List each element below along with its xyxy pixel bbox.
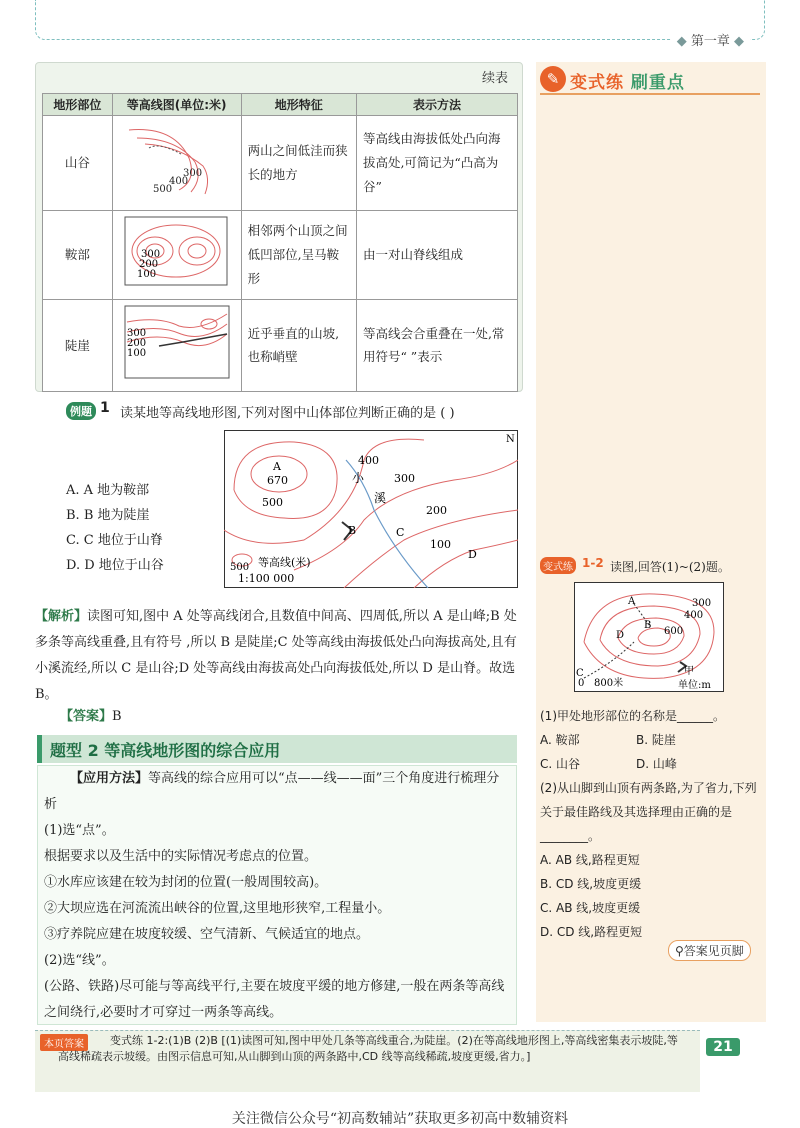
sidebar-title: 变式练 刷重点 xyxy=(570,73,685,93)
feature-cell: 近乎垂直的山坡,也称峭壁 xyxy=(241,299,356,392)
north-label: N xyxy=(506,434,515,445)
q1-options-row1 xyxy=(540,728,760,752)
method-line: ③疗养院应建在坡度较缓、空气清新、气候适宜的地点。 xyxy=(44,927,370,942)
analysis-label: 【解析】 xyxy=(35,609,88,624)
table-row xyxy=(43,210,518,299)
map-label: 800米 xyxy=(594,678,624,689)
map-label: 600 xyxy=(664,626,684,637)
map-label: 溪 xyxy=(374,491,387,505)
scale-label: 1:100 000 xyxy=(238,572,295,585)
q2-option[interactable]: B. CD 线,坡度更缓 xyxy=(540,877,642,891)
map-label: 100 xyxy=(126,347,146,359)
map-label: A xyxy=(628,596,636,607)
map-label: 300 xyxy=(182,168,202,179)
table-panel xyxy=(35,62,523,392)
exercise-contour-map xyxy=(574,582,724,692)
map-label: 100 xyxy=(430,538,451,551)
exercise-questions xyxy=(540,704,760,944)
part-cell: 鞍部 xyxy=(43,210,113,299)
method-intro-line xyxy=(44,766,512,818)
map-label: 单位:m xyxy=(678,680,711,691)
see-answer-link[interactable]: ⚲答案见页脚 xyxy=(668,940,751,961)
method-line: ①水库应该建在较为封闭的位置(一般周围较高)。 xyxy=(44,875,328,890)
map-label: 甲 xyxy=(684,666,694,677)
map-label: 0 xyxy=(578,678,585,689)
map-label: C xyxy=(396,526,405,539)
method-cell: 等高线由海拔低处凸向海拔高处,可简记为“凸高为谷” xyxy=(356,116,517,211)
map-label: 400 xyxy=(168,176,188,187)
table-header-row xyxy=(43,94,518,116)
exercise-number: 1-2 xyxy=(582,556,604,570)
method-content xyxy=(44,766,512,1026)
footer-note: 关注微信公众号“初高数辅站”获取更多初高中数辅资料 xyxy=(231,1111,569,1127)
continued-label: 续表 xyxy=(481,71,508,86)
map-label: 300 xyxy=(126,327,146,339)
example-question: 读某地等高线地形图,下列对图中山体部位判断正确的是 ( ) xyxy=(120,406,455,421)
method-line: (1)选“点”。 xyxy=(44,823,115,838)
option-b[interactable]: B. B 地为陡崖 xyxy=(66,508,150,523)
table-row xyxy=(43,116,518,211)
method-intro: 等高线的综合应用可以“点——线——面”三个角度进行梳理分析 xyxy=(44,771,500,812)
q1-option[interactable]: B. 陡崖 xyxy=(636,733,676,747)
map-label: B xyxy=(644,620,652,631)
analysis-text: 读图可知,图中 A 处等高线闭合,且数值中间高、四周低,所以 A 是山峰;B 处多条等高线重叠,且有符号 ,所以 B 是陡崖;C 处等高线由海拔低处凸向海拔高处,且有小溪流经,所以 C 是山谷;D 处等高线由海拔高处凸向海拔低处,所以 D 是山脊。故选 B。 xyxy=(35,609,517,702)
answer-value: B xyxy=(112,709,122,724)
exercise-badge: 变式练 xyxy=(540,557,576,574)
feature-cell: 相邻两个山顶之间低凹部位,呈马鞍形 xyxy=(241,210,356,299)
analysis xyxy=(35,604,520,708)
answer xyxy=(60,704,122,730)
map-label: D xyxy=(616,630,625,641)
map-label: 100 xyxy=(136,268,156,280)
header-cell: 地形部位 xyxy=(43,94,113,116)
chapter-label: ◆ 第一章 ◆ xyxy=(671,30,750,49)
q1-option[interactable]: C. 山谷 xyxy=(540,757,581,771)
map-label: 300 xyxy=(692,598,712,609)
topic-title: 题型 2 等高线地形图的综合应用 xyxy=(50,741,281,760)
method-cell: 由一对山脊线组成 xyxy=(356,210,517,299)
map-label: B xyxy=(348,524,357,537)
map-label: D xyxy=(468,548,477,561)
exercise-question: 读图,回答(1)~(2)题。 xyxy=(610,560,730,574)
header-cell: 表示方法 xyxy=(356,94,517,116)
sidebar-divider xyxy=(540,93,760,95)
q2-option[interactable]: A. AB 线,路程更短 xyxy=(540,853,640,867)
map-label: C xyxy=(576,668,584,679)
map-label: 200 xyxy=(426,504,447,517)
map-label: 500 xyxy=(152,184,172,195)
method-line: (2)选“线”。 xyxy=(44,953,115,968)
header-cell: 等高线图(单位:米) xyxy=(112,94,241,116)
map-label: 200 xyxy=(138,258,158,270)
top-border xyxy=(35,0,765,40)
legend-text: 等高线(米) xyxy=(258,556,311,569)
map-label: 400 xyxy=(358,454,379,467)
map-label: 300 xyxy=(140,248,160,260)
question-2: (2)从山脚到山顶有两条路,为了省力,下列关于最佳路线及其选择理由正确的是________。 xyxy=(540,781,757,843)
example-contour-map xyxy=(224,430,518,588)
map-label: 500 xyxy=(262,496,283,509)
page-answer-text: 变式练 1-2:(1)B (2)B [(1)读图可知,图中甲处几条等高线重合,为陡崖。(2)在等高线地形图上,等高线密集表示坡陡,等高线稀疏表示坡缓。由图示信息可知,从山脚到山顶的两条路中,CD 线等高线稀疏,坡度更缓,省力。] xyxy=(58,1034,678,1063)
q1-option[interactable]: A. 鞍部 xyxy=(540,733,580,747)
example-badge: 例题 xyxy=(66,402,96,420)
map-label: 400 xyxy=(684,610,704,621)
part-cell: 山谷 xyxy=(43,116,113,211)
legend-value: 500 xyxy=(230,562,250,573)
valley-map xyxy=(112,116,241,211)
q2-option[interactable]: D. CD 线,路程更短 xyxy=(540,925,643,939)
question-1: (1)甲处地形部位的名称是______。 xyxy=(540,709,725,723)
method-line: 根据要求以及生活中的实际情况考虑点的位置。 xyxy=(44,849,318,864)
method-line: ②大坝应选在河流流出峡谷的位置,这里地形狭窄,工程量小。 xyxy=(44,901,391,916)
map-label: 200 xyxy=(126,337,146,349)
part-cell: 陡崖 xyxy=(43,299,113,392)
sidebar-icon: ✎ xyxy=(540,66,566,92)
method-cell: 等高线会合重叠在一处,常用符号“ ”表示 xyxy=(356,299,517,392)
map-label: A xyxy=(273,460,281,473)
map-label: 300 xyxy=(394,472,415,485)
answer-label: 【答案】 xyxy=(60,709,113,724)
q1-options-row2 xyxy=(540,752,760,776)
q2-option[interactable]: C. AB 线,坡度更缓 xyxy=(540,901,641,915)
saddle-map xyxy=(112,210,241,299)
example-options xyxy=(66,478,164,578)
header-cell: 地形特征 xyxy=(241,94,356,116)
map-label: 670 xyxy=(267,474,288,487)
option-c[interactable]: C. C 地位于山脊 xyxy=(66,533,163,548)
example-number: 1 xyxy=(100,400,110,416)
method-label: 【应用方法】 xyxy=(70,771,149,786)
q1-option[interactable]: D. 山峰 xyxy=(636,757,677,771)
option-a[interactable]: A. A 地为鞍部 xyxy=(66,483,150,498)
method-line: (公路、铁路)尽可能与等高线平行,主要在坡度平缓的地方修建,一般在两条等高线之间绕行,必要时才可穿过一两条等高线。 xyxy=(44,979,505,1020)
cliff-map xyxy=(112,299,241,392)
pin-icon: ⚲ xyxy=(675,944,684,958)
option-d[interactable]: D. D 地位于山谷 xyxy=(66,558,164,573)
page-number: 21 xyxy=(706,1038,740,1056)
feature-cell: 两山之间低洼而狭长的地方 xyxy=(241,116,356,211)
table-row xyxy=(43,299,518,392)
landform-table xyxy=(42,93,518,392)
page-answer-badge: 本页答案 xyxy=(40,1034,88,1051)
map-label: 小 xyxy=(352,471,365,485)
